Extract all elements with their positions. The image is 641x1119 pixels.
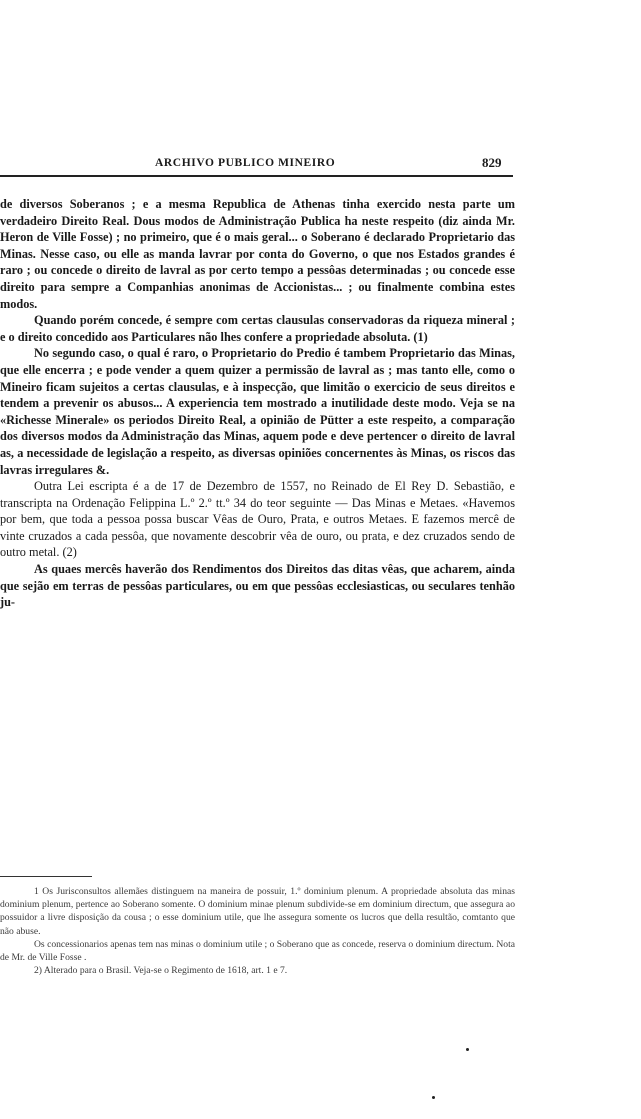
footnote-2: 2) Alterado para o Brasil. Veja-se o Regimento de 1618, art. 1 e 7.: [34, 965, 288, 977]
footnote-1-continued: Os concessionarios apenas tem nas minas o dominium utile ; o Soberano que as concede, reserva o dominium directum. Nota de Mr. de Ville Fosse .: [0, 938, 515, 964]
paragraph-3: No segundo caso, o qual é raro, o Proprietario do Predio é tambem Proprietario das Minas, que elle encerra ; e pode vender a quem quizer a permissão de lavral as ; mas tanto elle, como o Mineiro ficam sujeitos a certas clausulas, e à inspecção, que limitão o exercicio de seus direitos e tendem a prevenir os abusos... A experiencia tem mostrado a inutilidade deste modo. Veja se na «Richesse Minerale» os periodos Direito Real, a opinião de Pütter a este respeito, a comparação dos diversos modos da Administração das Minas, aquem pode e deve pertencer o direito de lavral as, a necessidade de legislação a respeito, as diversas opiniões concernentes às Minas, os riscos das lavras irregulares &.: [0, 346, 515, 477]
body-text: [0, 196, 515, 611]
print-speck: [466, 1048, 469, 1051]
print-speck: [432, 1096, 435, 1099]
paragraph-4: Outra Lei escripta é a de 17 de Dezembro de 1557, no Reinado de El Rey D. Sebastião, e transcripta na Ordenação Felippina L.º 2.º tt.º 34 do teor seguinte — Das Minas e Metaes. «Havemos por bem, que toda a pessoa possa buscar Vêas de Ouro, Prata, e outros Metaes. E fazemos mercê de vinte cruzados a cada pessôa, que novamente descobrir vêa de ouro, ou prata, e dez cruzados sendo de outro metal. (2): [0, 479, 515, 560]
paragraph-5: As quaes mercês haverão dos Rendimentos dos Direitos das ditas vêas, que acharem, ainda que sejão em terras de pessôas particulares, ou em que pessôas ecclesiasticas, ou seculares tenhão ju-: [0, 562, 515, 610]
footnote-rule: [0, 876, 92, 877]
page-number: 829: [482, 155, 502, 170]
page-header: [0, 157, 515, 181]
footnote-1: 1 Os Jurisconsultos allemães distinguem na maneira de possuir, 1.º dominium plenum. A propriedade absoluta das minas dominium plenum, pertence ao Soberano somente. O dominium minae plenum subdivide-se em dominium directum, que assegura ao possuidor a livre disposição da cousa ; o esse dominium utile, que lhe assegura somente os lucros que della resultão, comtanto que não abuse.: [0, 886, 515, 937]
footnotes: [0, 885, 515, 977]
running-title: ARCHIVO PUBLICO MINEIRO: [155, 157, 336, 169]
paragraph-2: Quando porém concede, é sempre com certas clausulas conservadoras da riqueza mineral ; e o direito concedido aos Particulares não lhes confere a propriedade absoluta. (1): [0, 313, 515, 344]
paragraph-1: de diversos Soberanos ; e a mesma Republica de Athenas tinha exercido nesta parte um verdadeiro Direito Real. Dous modos de Administração Publica ha neste respeito (diz ainda Mr. Heron de Ville Fosse) ; no primeiro, que é o mais geral... o Soberano é declarado Proprietario das Minas. Nesse caso, ou elle as manda lavrar por conta do Governo, o que nos Estados grandes é raro ; ou concede o direito de lavral as por certo tempo a pessôas determinadas ; ou concede esse direito para sempre a Companhias anonimas de Accionistas... ; ou finalmente combina estes modos.: [0, 197, 515, 311]
header-rule: [0, 175, 513, 177]
